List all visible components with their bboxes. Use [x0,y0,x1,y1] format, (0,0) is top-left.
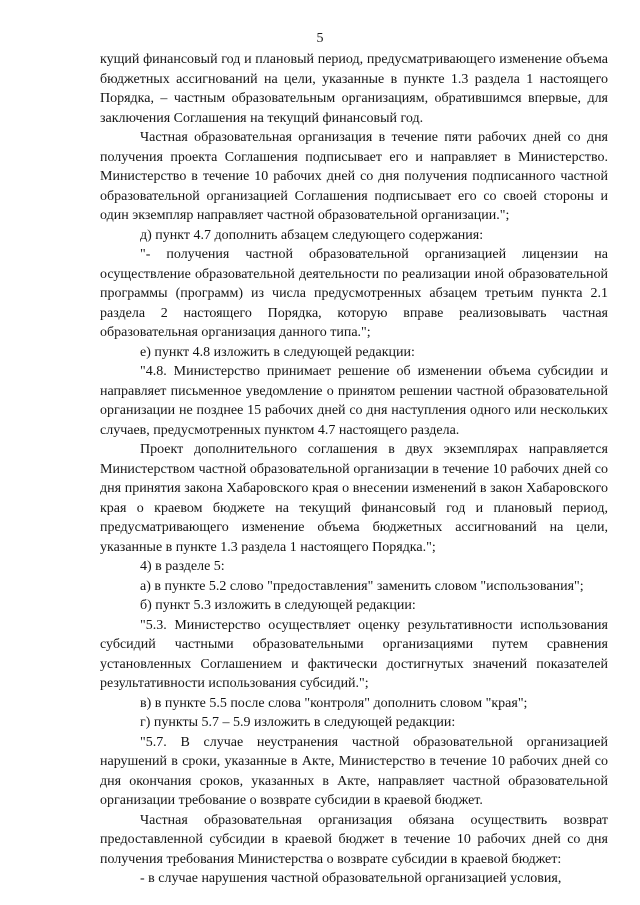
paragraph-item-d: д) пункт 4.7 дополнить абзацем следующего содержания: [140,227,484,243]
paragraph: "5.3. Министерство осуществляет оценку результативности использования субсидий частными образовательными организациями путем сравнения установленных Соглашением и фактически достигнутых значений показателей результативности использования субсидий."; [100,617,608,691]
paragraph: "4.8. Министерство принимает решение об изменении объема субсидии и направляет письменное уведомление о принятом решении частной образовательной организации не позднее 15 рабочих дней со дня наступления одного или нескольких случаев, предусмотренных пунктом 4.7 настоящего раздела. [100,364,608,438]
paragraph-item-v: в) в пункте 5.5 после слова "контроля" дополнить словом "края"; [140,695,528,711]
paragraph: - в случае нарушения частной образовательной организацией условия, [140,871,562,886]
paragraph: "5.7. В случае неустранения частной образовательной организацией нарушений в сроки, указанные в Акте, Министерство в течение 10 рабочих дней со дня окончания сроков, указанных в Акте, направляет частной образовательной организации требование о возврате субсидии в краевой бюджет. [100,734,608,808]
paragraph: Частная образовательная организация в течение пяти рабочих дней со дня получения проекта Соглашения подписывает его и направляет в Министерство. Министерство в течение 10 рабочих дней со дня получения подписанного частной образовательной организацией Соглашения подписывает его со своей стороны и один экземпляр направляет частной образовательной организации."; [100,130,608,223]
paragraph-item-g: г) пункты 5.7 – 5.9 изложить в следующей редакции: [140,715,456,730]
paragraph-item-a: а) в пункте 5.2 слово "предоставления" заменить словом "использования"; [140,578,584,594]
paragraph: Проект дополнительного соглашения в двух экземплярах направляется Министерством частной образовательной организации в течение 10 рабочих дней со дня принятия закона Хабаровского края о внесении изменений в закон Хабаровского края о краевом бюджете на текущий финансовый год и плановый период, предусматривающего изменение объема бюджетных ассигнований на цели, указанные в пункте 1.3 раздела 1 настоящего Порядка."; [100,442,608,555]
paragraph-item-4: 4) в разделе 5: [140,559,225,574]
page-number: 5 [316,31,324,46]
paragraph: "- получения частной образовательной организацией лицензии на осуществление образовательной деятельности по реализации иной образовательной программы (программ) из числа предусмотренных абзацем третьим пункта 2.1 раздела 2 настоящего Порядка, которую вправе реализовывать частная образовательная организация данного типа."; [100,247,608,340]
document-body [100,50,608,889]
paragraph-item-e: е) пункт 4.8 изложить в следующей редакции: [140,344,415,360]
paragraph-item-b: б) пункт 5.3 изложить в следующей редакции: [140,598,416,613]
paragraph-continuation: кущий финансовый год и плановый период, предусматривающего изменение объема бюджетных ассигнований на цели, указанные в пункте 1.3 раздела 1 настоящего Порядка, – частным образовательным организациям, обратившимся впервые, для заключения Соглашения на текущий финансовый год. [100,52,608,126]
paragraph: Частная образовательная организация обязана осуществить возврат предоставленной субсидии в краевой бюджет в течение 10 рабочих дней со дня получения требования Министерства о возврате субсидии в краевой бюджет: [100,812,608,867]
